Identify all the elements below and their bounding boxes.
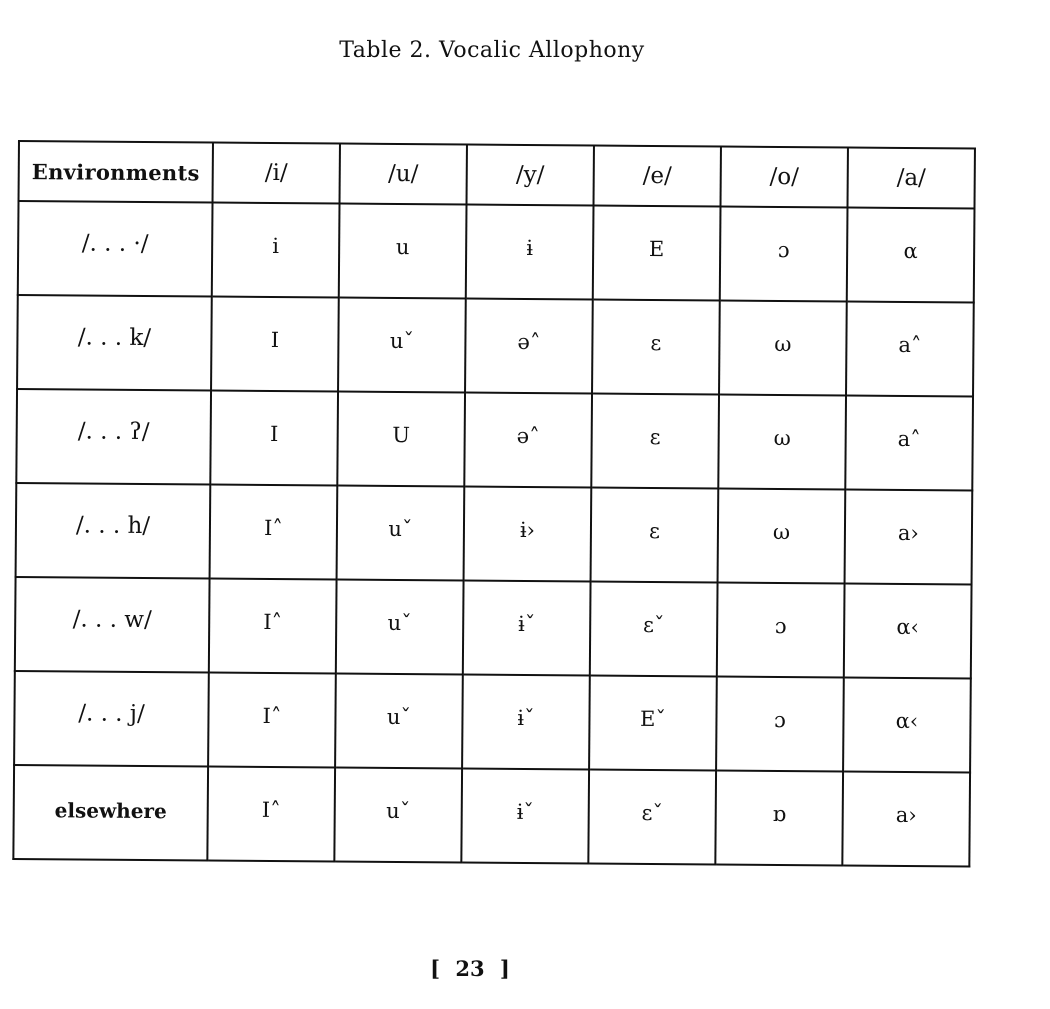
allophone-cell: ɨ› bbox=[464, 487, 592, 582]
allophone-cell: εˇ bbox=[590, 582, 718, 677]
column-header-e: /e/ bbox=[594, 146, 721, 207]
allophone-cell: I bbox=[211, 297, 339, 392]
table-row bbox=[17, 295, 974, 397]
allophone-cell: ε bbox=[591, 394, 719, 489]
table-row bbox=[18, 201, 975, 303]
allophone-cell: uˇ bbox=[336, 580, 464, 675]
allophone-cell: I˄ bbox=[208, 673, 336, 768]
environment-cell: /. . . w/ bbox=[15, 577, 210, 673]
column-header-environments: Environments bbox=[19, 141, 213, 203]
allophony-table-container bbox=[12, 140, 974, 867]
allophone-cell: uˇ bbox=[338, 298, 466, 393]
table-row bbox=[15, 577, 972, 679]
environment-cell: /. . . h/ bbox=[16, 483, 211, 579]
allophone-cell: ɨ bbox=[466, 205, 594, 300]
allophone-cell: uˇ bbox=[337, 486, 465, 581]
column-header-y: /y/ bbox=[467, 145, 594, 206]
column-header-u: /u/ bbox=[340, 144, 467, 205]
allophone-cell: i bbox=[212, 203, 340, 298]
allophone-cell: ω bbox=[719, 301, 847, 396]
allophone-cell: a˄ bbox=[846, 302, 974, 397]
column-header-a: /a/ bbox=[847, 148, 974, 209]
allophone-cell: ɒ bbox=[715, 771, 843, 866]
allophone-cell: ω bbox=[718, 489, 846, 584]
table-row bbox=[13, 765, 970, 867]
allophone-cell: Eˇ bbox=[589, 676, 717, 771]
environment-cell: /. . . j/ bbox=[14, 671, 209, 767]
column-header-o: /o/ bbox=[720, 147, 847, 208]
table-row bbox=[16, 483, 973, 585]
page-number: [ 23 ] bbox=[430, 956, 510, 981]
allophone-cell: a› bbox=[842, 771, 970, 866]
allophone-cell: uˇ bbox=[334, 768, 462, 863]
allophone-cell: α‹ bbox=[844, 584, 972, 679]
allophone-cell: ɔ bbox=[720, 207, 848, 302]
allophone-cell: α bbox=[847, 208, 975, 303]
table-row bbox=[16, 389, 973, 491]
allophone-cell: U bbox=[337, 392, 465, 487]
page-title: Table 2. Vocalic Allophony bbox=[339, 38, 645, 63]
allophone-cell: ε bbox=[591, 488, 719, 583]
allophone-cell: ɨˇ bbox=[462, 675, 590, 770]
allophone-cell: ε bbox=[592, 300, 720, 395]
allophone-cell: ɨˇ bbox=[463, 581, 591, 676]
allophone-cell: a› bbox=[845, 490, 973, 585]
environment-cell: /. . . ʔ/ bbox=[16, 389, 211, 485]
allophone-cell: uˇ bbox=[335, 674, 463, 769]
column-header-i: /i/ bbox=[213, 143, 340, 204]
allophone-cell: I˄ bbox=[209, 579, 337, 674]
allophone-cell: εˇ bbox=[588, 770, 716, 865]
allophone-cell: I˄ bbox=[207, 767, 335, 862]
environment-cell: /. . . ·/ bbox=[18, 201, 213, 297]
header-row bbox=[19, 141, 975, 209]
allophone-cell: I˄ bbox=[210, 485, 338, 580]
allophone-cell: ω bbox=[718, 395, 846, 490]
allophone-cell: u bbox=[339, 204, 467, 299]
allophone-cell: ɔ bbox=[717, 583, 845, 678]
allophone-cell: ɔ bbox=[716, 677, 844, 772]
allophone-cell: ə˄ bbox=[465, 299, 593, 394]
allophone-cell: ɨˇ bbox=[461, 769, 589, 864]
environment-cell: elsewhere bbox=[13, 765, 208, 861]
allophone-cell: α‹ bbox=[843, 678, 971, 773]
allophone-cell: ə˄ bbox=[464, 393, 592, 488]
table-row bbox=[14, 671, 971, 773]
allophone-cell: E bbox=[593, 206, 721, 301]
allophone-cell: a˄ bbox=[845, 396, 973, 491]
allophony-table bbox=[12, 140, 976, 868]
environment-cell: /. . . k/ bbox=[17, 295, 212, 391]
allophone-cell: I bbox=[210, 391, 338, 486]
